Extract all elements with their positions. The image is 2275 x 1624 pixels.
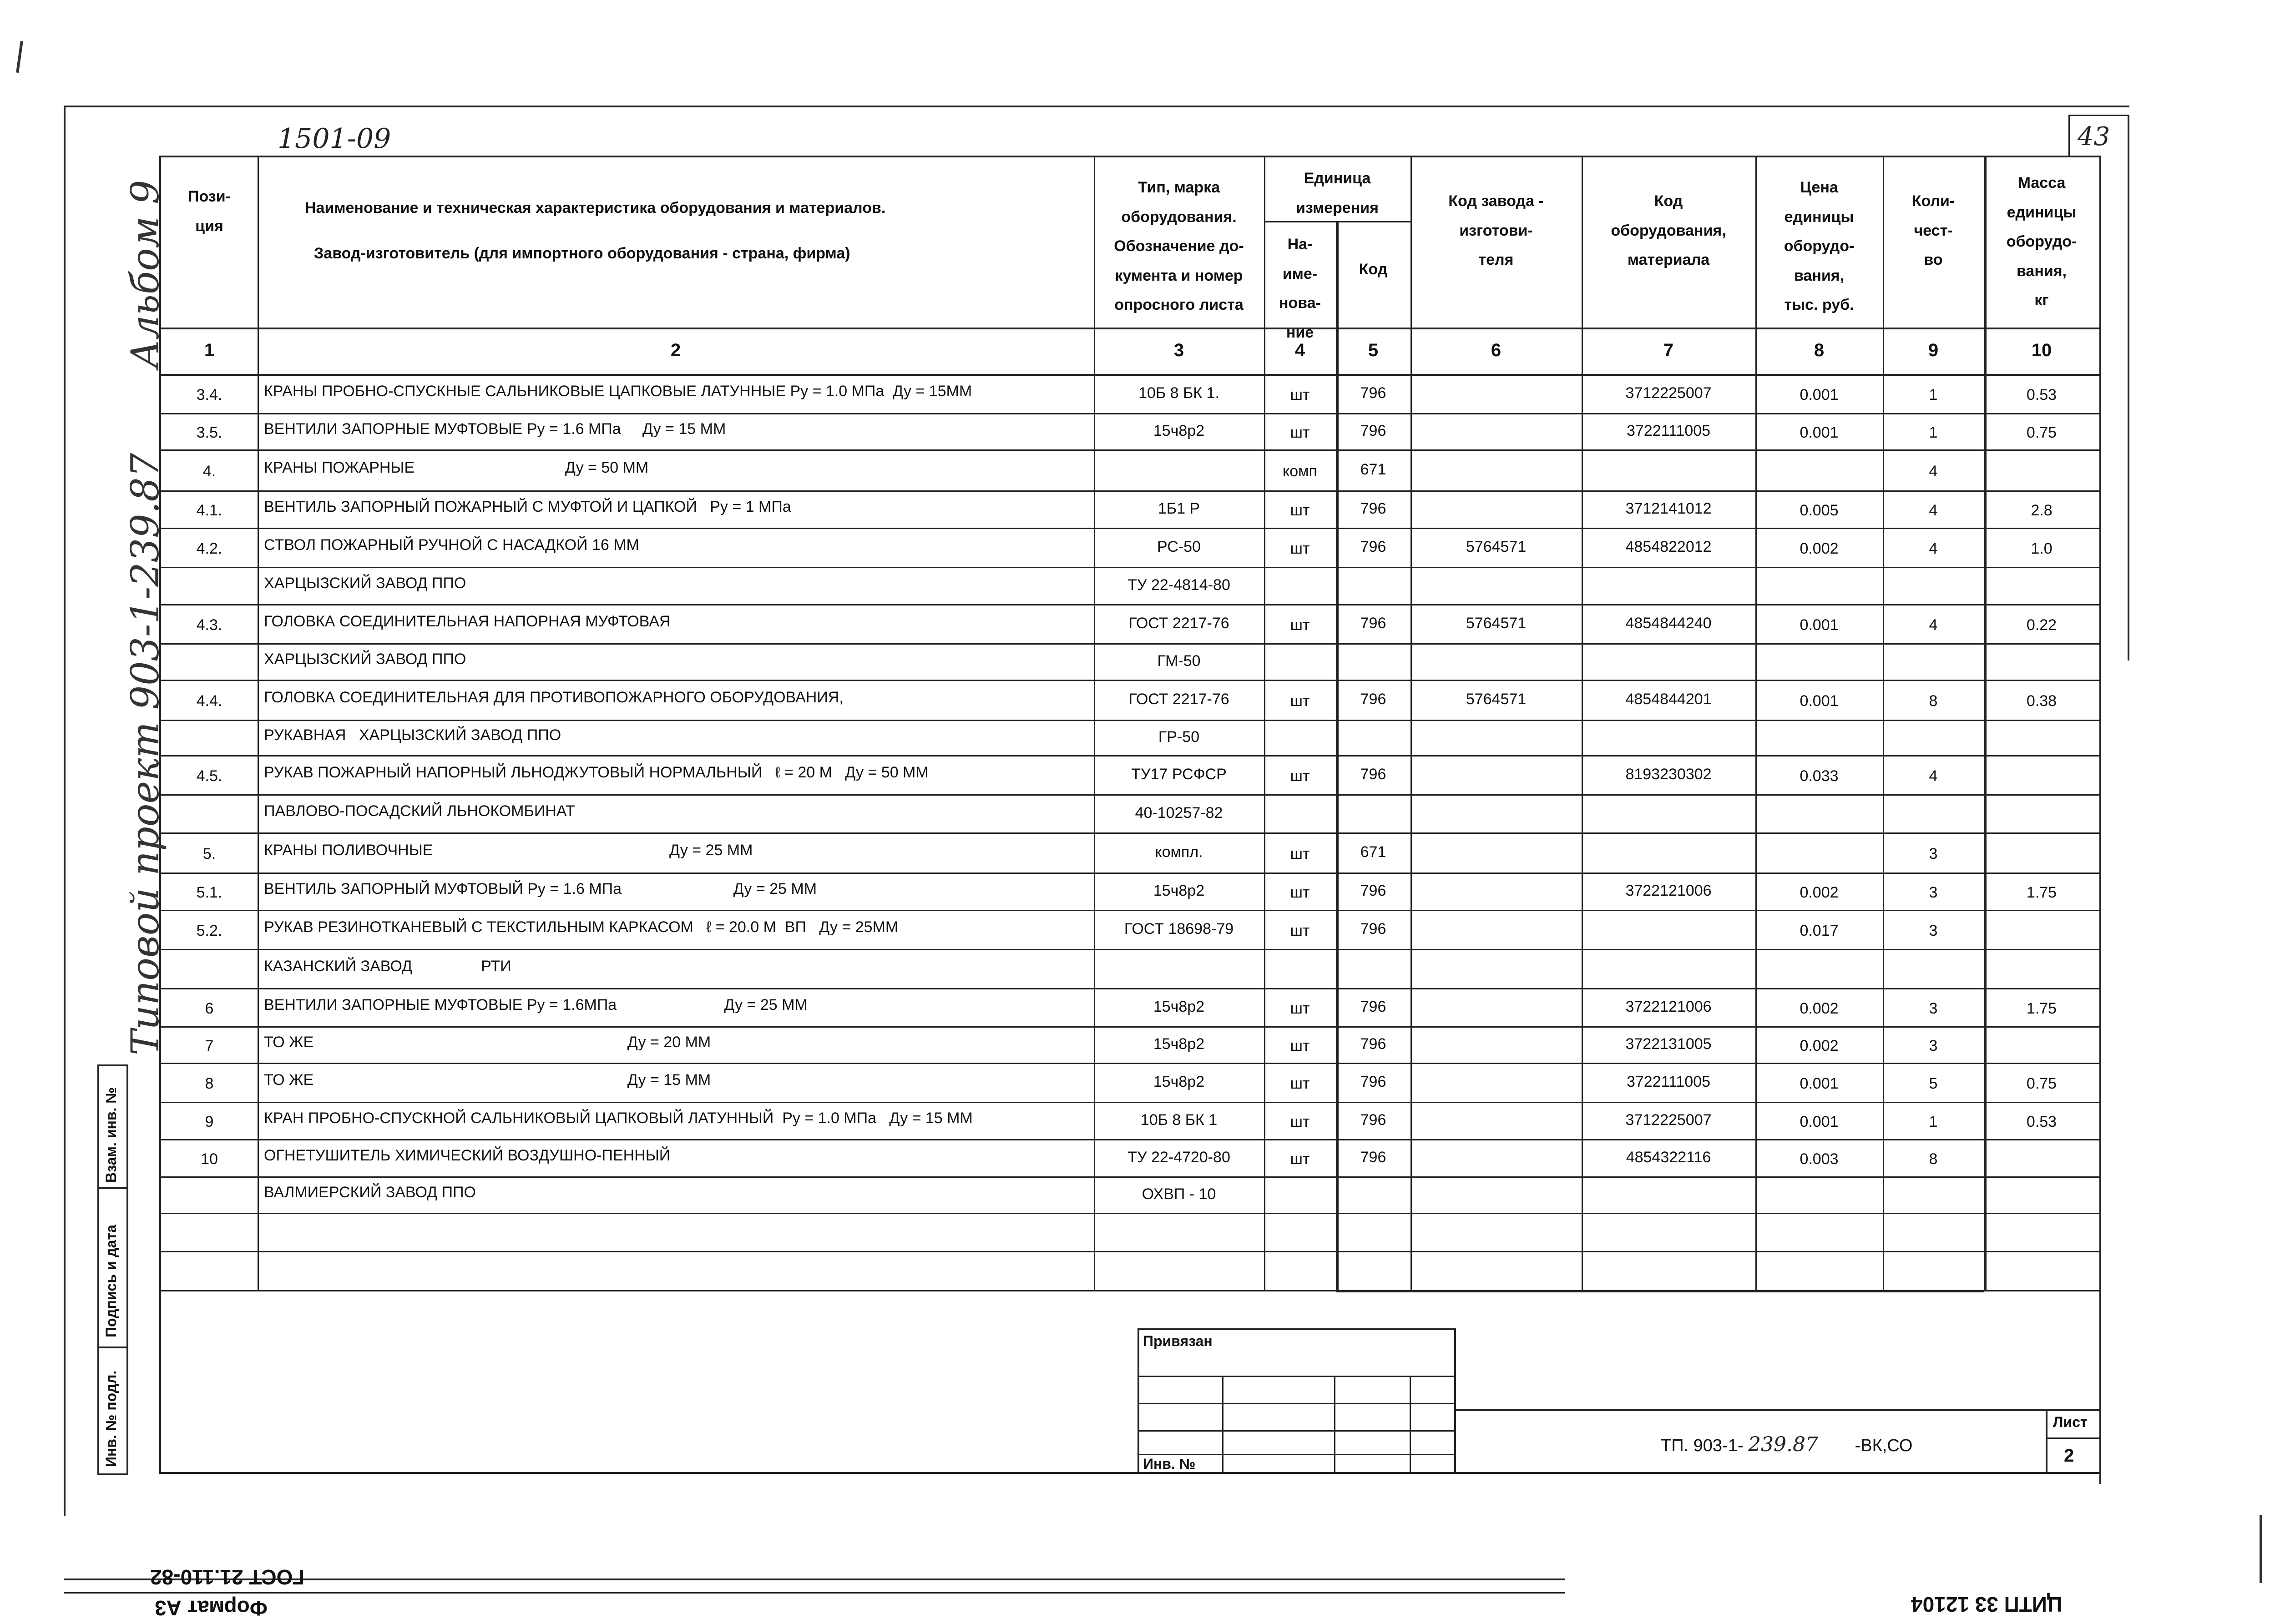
row-unit-code: 796	[1360, 1111, 1386, 1129]
row-name: КРАНЫ ПОЖАРНЫЕ Ду = 50 ММ	[264, 459, 649, 476]
list-label: Лист	[2053, 1414, 2088, 1430]
row-equip-code: 8193230302	[1625, 766, 1712, 783]
row-unit-code: 796	[1360, 882, 1386, 899]
row-unit: шт	[1290, 1000, 1310, 1017]
row-equip-code: 4854844201	[1625, 691, 1712, 708]
row-qty: 5	[1929, 1075, 1938, 1092]
stamp-row-1	[1138, 1376, 1456, 1377]
row-separator	[161, 490, 2099, 492]
row-unit-code: 796	[1360, 615, 1386, 632]
row-type: ГОСТ 18698-79	[1124, 920, 1234, 938]
column-number: 6	[1491, 340, 1502, 360]
row-separator	[161, 528, 2099, 529]
row-equip-code: 4854322116	[1626, 1149, 1711, 1166]
row-position: 5.1.	[196, 884, 222, 901]
header-maker-code: Код завода - изготови- теля	[1448, 192, 1544, 269]
row-name: ВЕНТИЛЬ ЗАПОРНЫЙ МУФТОВЫЙ Ру = 1.6 МПа Ду = 25 ММ	[264, 880, 817, 898]
row-type: ТУ17 РСФСР	[1131, 766, 1227, 783]
header-position: Пози- ция	[188, 188, 231, 235]
column-number-bottom-line	[161, 374, 2099, 376]
row-name: КРАН ПРОБНО-СПУСКНОЙ САЛЬНИКОВЫЙ ЦАПКОВЫЙ ЛАТУННЫЙ Ру = 1.0 МПа Ду = 15 ММ	[264, 1110, 973, 1127]
row-name: РУКАВНАЯ ХАРЦЫЗСКИЙ ЗАВОД ППО	[264, 726, 561, 744]
row-price: 0.002	[1800, 1000, 1839, 1017]
row-name: РУКАВ РЕЗИНОТКАНЕВЫЙ С ТЕКСТИЛЬНЫМ КАРКАСОМ ℓ = 20.0 М ВП Ду = 25ММ	[264, 918, 899, 936]
row-equip-code: 4854822012	[1625, 538, 1712, 555]
row-separator	[161, 1213, 2099, 1214]
row-price: 0.017	[1800, 922, 1839, 939]
row-type: ТУ 22-4720-80	[1127, 1149, 1230, 1166]
scan-mark	[2260, 1515, 2262, 1583]
row-price: 0.001	[1800, 386, 1839, 403]
row-unit-code: 796	[1360, 500, 1386, 517]
row-unit-code: 796	[1360, 1073, 1386, 1090]
row-unit: шт	[1290, 1075, 1310, 1092]
row-type: 15ч8р2	[1153, 1035, 1205, 1053]
stamp-row-4	[1138, 1454, 1456, 1455]
row-mass: 0.53	[2026, 1113, 2057, 1130]
row-maker-code: 5764571	[1466, 538, 1527, 555]
row-name: РУКАВ ПОЖАРНЫЙ НАПОРНЫЙ ЛЬНОДЖУТОВЫЙ НОРМАЛЬНЫЙ ℓ = 20 М Ду = 50 ММ	[264, 764, 929, 781]
gost-mirrored: ГОСТ 21.110-82	[150, 1565, 304, 1589]
row-position: 4.1.	[196, 502, 222, 519]
row-name: ВЕНТИЛЬ ЗАПОРНЫЙ ПОЖАРНЫЙ С МУФТОЙ И ЦАПКОЙ Ру = 1 МПа	[264, 498, 791, 515]
row-qty: 4	[1929, 463, 1938, 480]
designation	[1661, 1433, 1912, 1456]
row-type: 15ч8р2	[1153, 422, 1205, 439]
row-unit: шт	[1290, 692, 1310, 710]
row-position: 3.5.	[196, 424, 222, 441]
row-mass: 0.38	[2026, 692, 2057, 710]
row-unit: шт	[1290, 424, 1310, 441]
header-unit-name: На- име- нова- ние	[1279, 236, 1321, 341]
row-separator	[161, 643, 2099, 645]
format-mirrored: Формат А3	[155, 1596, 268, 1620]
row-position: 10	[201, 1150, 218, 1168]
row-separator	[161, 449, 2099, 451]
row-qty: 4	[1929, 767, 1938, 785]
row-equip-code: 3722121006	[1625, 998, 1712, 1015]
row-name: КРАНЫ ПОЛИВОЧНЫЕ Ду = 25 ММ	[264, 842, 753, 859]
row-qty: 3	[1929, 1037, 1938, 1054]
row-unit-code: 796	[1360, 538, 1386, 555]
row-position: 7	[205, 1037, 214, 1054]
row-separator	[161, 604, 2099, 605]
side-stamp-divider-2	[97, 1347, 126, 1348]
row-type: 10Б 8 БК 1	[1140, 1111, 1218, 1129]
row-position: 4.	[202, 463, 216, 480]
header-price: Цена единицы оборудо- вания, тыс. руб.	[1784, 179, 1855, 314]
row-unit-code: 796	[1360, 691, 1386, 708]
row-equip-code: 3722111005	[1626, 1073, 1711, 1090]
row-unit-code: 796	[1360, 422, 1386, 439]
row-name: ПАВЛОВО-ПОСАДСКИЙ ЛЬНОКОМБИНАТ	[264, 802, 575, 820]
row-unit: шт	[1290, 540, 1310, 557]
row-name: СТВОЛ ПОЖАРНЫЙ РУЧНОЙ С НАСАДКОЙ 16 ММ	[264, 536, 639, 554]
album-label: Альбом 9	[123, 180, 167, 368]
stamp-row-2	[1138, 1403, 1456, 1404]
row-qty: 1	[1929, 386, 1938, 403]
row-qty: 1	[1929, 424, 1938, 441]
row-equip-code: 3712141012	[1625, 500, 1712, 517]
sheet-number-top: 43	[2078, 122, 2110, 151]
row-separator	[161, 832, 2099, 834]
list-box-divider	[2046, 1437, 2101, 1439]
row-separator	[161, 755, 2099, 757]
row-price: 0.003	[1800, 1150, 1839, 1168]
row-unit: шт	[1290, 845, 1310, 862]
project-label: Типовой проект 903-1-239.87	[123, 453, 167, 1055]
column-number: 1	[204, 340, 215, 360]
row-separator	[161, 1063, 2099, 1064]
row-price: 0.005	[1800, 502, 1839, 519]
podpis-data-label: Подпись и дата	[103, 1225, 119, 1337]
header-equip-code: Код оборудования, материала	[1611, 192, 1726, 269]
stamp-col-1	[1222, 1376, 1223, 1474]
column-number: 4	[1294, 340, 1305, 360]
row-mass: 1.75	[2026, 1000, 2057, 1017]
stamp-col-2	[1334, 1376, 1335, 1474]
row-qty: 4	[1929, 502, 1938, 519]
privyazan-label: Привязан	[1143, 1333, 1213, 1349]
row-type: 15ч8р2	[1153, 998, 1205, 1015]
column-number: 5	[1368, 340, 1379, 360]
row-separator	[161, 1251, 2099, 1252]
row-separator	[161, 910, 2099, 911]
row-type: ГОСТ 2217-76	[1128, 615, 1229, 632]
row-position: 4.5.	[196, 767, 222, 785]
row-name: ГОЛОВКА СОЕДИНИТЕЛЬНАЯ ДЛЯ ПРОТИВОПОЖАРНОГО ОБОРУДОВАНИЯ,	[264, 689, 844, 706]
column-number: 10	[2031, 340, 2052, 360]
stamp-col-3	[1410, 1376, 1411, 1474]
row-price: 0.002	[1800, 884, 1839, 901]
row-maker-code: 5764571	[1466, 615, 1527, 632]
column-number: 9	[1928, 340, 1939, 360]
row-separator	[161, 413, 2099, 414]
row-separator	[161, 680, 2099, 681]
row-mass: 2.8	[2031, 502, 2053, 519]
row-separator	[161, 988, 2099, 989]
row-name: ХАРЦЫЗСКИЙ ЗАВОД ППО	[264, 575, 466, 592]
row-mass: 0.53	[2026, 386, 2057, 403]
column-number: 3	[1173, 340, 1184, 360]
row-mass: 0.22	[2026, 616, 2057, 634]
row-name: ОГНЕТУШИТЕЛЬ ХИМИЧЕСКИЙ ВОЗДУШНО-ПЕННЫЙ	[264, 1147, 671, 1164]
row-unit-code: 796	[1360, 920, 1386, 938]
side-stamp-divider-1	[97, 1187, 126, 1189]
inv-podl-label: Инв. № подл.	[103, 1370, 119, 1467]
row-type: 1Б1 Р	[1158, 500, 1200, 517]
row-separator	[161, 949, 2099, 950]
row-unit-code: 796	[1360, 766, 1386, 783]
row-equip-code: 4854844240	[1625, 615, 1712, 632]
row-name: КАЗАНСКИЙ ЗАВОД РТИ	[264, 958, 511, 975]
row-type: 15ч8р2	[1153, 882, 1205, 899]
vzam-inv-label: Взам. инв. №	[103, 1087, 119, 1183]
row-unit: шт	[1290, 386, 1310, 403]
bottom-edge-line	[64, 1592, 1565, 1594]
row-type: ГОСТ 2217-76	[1128, 691, 1229, 708]
row-price: 0.002	[1800, 540, 1839, 557]
row-name: ВАЛМИЕРСКИЙ ЗАВОД ППО	[264, 1184, 476, 1201]
row-price: 0.001	[1800, 1113, 1839, 1130]
row-qty: 4	[1929, 540, 1938, 557]
row-name: КРАНЫ ПРОБНО-СПУСКНЫЕ САЛЬНИКОВЫЕ ЦАПКОВЫЕ ЛАТУННЫЕ Ру = 1.0 МПа Ду = 15ММ	[264, 383, 972, 400]
row-equip-code: 3722111005	[1626, 422, 1711, 439]
list-value: 2	[2064, 1446, 2074, 1466]
stamp-row-3	[1138, 1430, 1456, 1432]
row-qty: 8	[1929, 692, 1938, 710]
row-separator	[161, 1176, 2099, 1178]
column-number: 7	[1663, 340, 1674, 360]
row-separator	[161, 1102, 2099, 1103]
row-type: РС-50	[1157, 538, 1201, 555]
row-unit: шт	[1290, 884, 1310, 901]
row-unit-code: 671	[1360, 461, 1386, 478]
row-separator	[161, 1139, 2099, 1140]
ciitp-mirrored: ЦИТП 33 12104	[1911, 1593, 2063, 1616]
row-unit: шт	[1290, 922, 1310, 939]
row-unit-code: 796	[1360, 1149, 1386, 1166]
row-separator	[161, 720, 2099, 721]
row-price: 0.033	[1800, 767, 1839, 785]
row-name: ГОЛОВКА СОЕДИНИТЕЛЬНАЯ НАПОРНАЯ МУФТОВАЯ	[264, 613, 671, 630]
header-unit-code: Код	[1359, 261, 1388, 278]
row-qty: 3	[1929, 922, 1938, 939]
row-separator	[161, 1026, 2099, 1028]
header-qty: Коли- чест- во	[1911, 192, 1955, 269]
row-price: 0.002	[1800, 1037, 1839, 1054]
inv-no-label: Инв. №	[1143, 1456, 1196, 1472]
row-name: ВЕНТИЛИ ЗАПОРНЫЕ МУФТОВЫЕ Ру = 1.6МПа Ду = 25 ММ	[264, 996, 808, 1014]
list-box-left	[2046, 1409, 2048, 1474]
row-position: 9	[205, 1113, 214, 1130]
row-qty: 8	[1929, 1150, 1938, 1168]
row-unit: шт	[1290, 1150, 1310, 1168]
row-type: ГМ-50	[1157, 652, 1201, 670]
row-unit-code: 796	[1360, 1035, 1386, 1053]
row-mass: 0.75	[2026, 424, 2057, 441]
header-mass: Масса единицы оборудо- вания, кг	[2006, 174, 2077, 309]
designation-hand: 239.87	[1748, 1433, 1819, 1456]
privyazan-stamp	[1138, 1328, 1456, 1474]
header-bottom-line	[161, 328, 2099, 329]
row-position: 5.2.	[196, 922, 222, 939]
row-unit-code: 796	[1360, 998, 1386, 1015]
row-name: ХАРЦЫЗСКИЙ ЗАВОД ППО	[264, 651, 466, 668]
row-equip-code: 3712225007	[1625, 1111, 1712, 1129]
row-separator	[161, 567, 2099, 568]
row-position: 8	[205, 1075, 214, 1092]
row-unit-code: 671	[1360, 843, 1386, 861]
table-bottom-thick	[1336, 1290, 1984, 1292]
row-name: ТО ЖЕ Ду = 20 ММ	[264, 1034, 711, 1051]
row-price: 0.001	[1800, 616, 1839, 634]
row-qty: 1	[1929, 1113, 1938, 1130]
row-name: ТО ЖЕ Ду = 15 ММ	[264, 1071, 711, 1089]
row-qty: 3	[1929, 1000, 1938, 1017]
row-type: ГР-50	[1158, 728, 1200, 746]
row-qty: 4	[1929, 616, 1938, 634]
row-unit: комп	[1283, 463, 1317, 480]
row-type: 10Б 8 БК 1.	[1138, 384, 1219, 402]
column-number: 2	[670, 340, 681, 360]
row-type: 15ч8р2	[1153, 1073, 1205, 1090]
row-mass: 1.75	[2026, 884, 2057, 901]
row-price: 0.001	[1800, 1075, 1839, 1092]
title-block-top	[1456, 1409, 2101, 1411]
designation-suffix: -ВК,СО	[1855, 1436, 1913, 1455]
row-position: 3.4.	[196, 386, 222, 403]
row-maker-code: 5764571	[1466, 691, 1527, 708]
header-unit: Единица измерения	[1296, 170, 1379, 217]
row-equip-code: 3722131005	[1625, 1035, 1712, 1053]
row-price: 0.001	[1800, 692, 1839, 710]
row-equip-code: 3722121006	[1625, 882, 1712, 899]
row-unit: шт	[1290, 502, 1310, 519]
row-position: 4.4.	[196, 692, 222, 710]
row-separator	[161, 794, 2099, 796]
header-type: Тип, марка оборудования. Обозначение до- кумента и номер опросного листа	[1114, 179, 1244, 314]
row-unit: шт	[1290, 616, 1310, 634]
row-unit: шт	[1290, 1037, 1310, 1054]
row-position: 6	[205, 1000, 214, 1017]
row-type: компл.	[1155, 843, 1203, 861]
designation-prefix: ТП. 903-1-	[1661, 1436, 1744, 1455]
row-name: ВЕНТИЛИ ЗАПОРНЫЕ МУФТОВЫЕ Ру = 1.6 МПа Ду = 15 ММ	[264, 420, 726, 438]
row-mass: 0.75	[2026, 1075, 2057, 1092]
row-type: ОХВП - 10	[1142, 1185, 1216, 1203]
row-position: 5.	[202, 845, 216, 862]
row-separator	[161, 873, 2099, 874]
row-unit-code: 796	[1360, 384, 1386, 402]
row-position: 4.3.	[196, 616, 222, 634]
row-qty: 3	[1929, 884, 1938, 901]
row-unit: шт	[1290, 1113, 1310, 1130]
header-name-line2: Завод-изготовитель (для импортного оборудования - страна, фирма)	[314, 245, 850, 262]
doc-number-handwritten: 1501-09	[278, 123, 391, 155]
row-position: 4.2.	[196, 540, 222, 557]
header-name-line1: Наименование и техническая характеристика оборудования и материалов.	[305, 199, 886, 217]
row-type: 40-10257-82	[1135, 804, 1223, 822]
row-qty: 3	[1929, 845, 1938, 862]
row-equip-code: 3712225007	[1625, 384, 1712, 402]
row-type: ТУ 22-4814-80	[1127, 576, 1230, 594]
row-mass: 1.0	[2031, 540, 2053, 557]
column-number: 8	[1814, 340, 1825, 360]
row-price: 0.001	[1800, 424, 1839, 441]
row-unit: шт	[1290, 767, 1310, 785]
